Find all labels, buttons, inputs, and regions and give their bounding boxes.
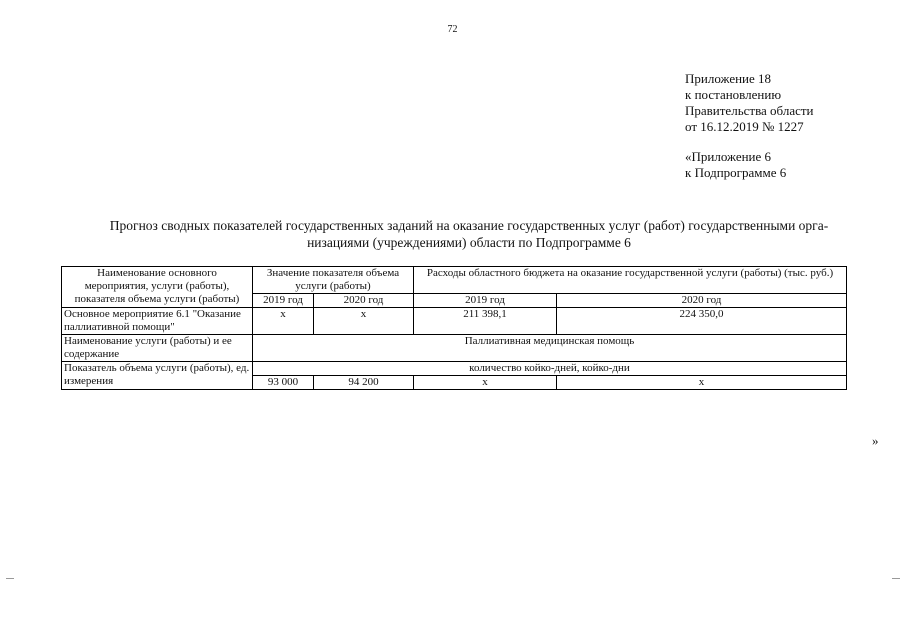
row-label: Наименование услуги (работы) и ее содержание (62, 335, 253, 362)
table-cell: х (557, 376, 847, 390)
appendix-line: «Приложение 6 (685, 149, 772, 164)
appendix-line: к постановлению (685, 87, 782, 102)
document-title (62, 217, 876, 251)
appendix-line: к Подпрограмме 6 (685, 165, 787, 180)
row-label: Основное мероприятие 6.1 "Оказание паллиативной помощи" (62, 308, 253, 335)
appendix-line: от 16.12.2019 № 1227 (685, 119, 804, 134)
appendix-line: Правительства области (685, 103, 814, 118)
table-cell-merged: количество койко-дней, койко-дни (253, 362, 847, 376)
title-line: Прогноз сводных показателей государственных заданий на оказание государственных услуг (работ) государственными орга- (109, 218, 829, 233)
margin-mark (892, 578, 900, 579)
header-year: 2019 год (253, 294, 314, 308)
header-year: 2020 год (314, 294, 414, 308)
table-cell: х (414, 376, 557, 390)
closing-quote: » (872, 433, 879, 448)
header-cell-volume: Значение показателя объема услуги (работы) (253, 267, 414, 294)
appendix-line: Приложение 18 (685, 71, 772, 86)
table-row (62, 362, 847, 376)
table-header-row (62, 267, 847, 294)
indicators-table (61, 266, 847, 390)
table-cell: 94 200 (314, 376, 414, 390)
header-year: 2019 год (414, 294, 557, 308)
header-cell-name: Наименование основного мероприятия, услуги (работы), показателя объема услуги (работы) (62, 267, 253, 308)
table-row (62, 308, 847, 335)
table-cell: 93 000 (253, 376, 314, 390)
table-cell-merged: Паллиативная медицинская помощь (253, 335, 847, 362)
title-line: низациями (учреждениями) области по Подпрограмме 6 (307, 235, 631, 250)
header-year: 2020 год (557, 294, 847, 308)
table-cell: 224 350,0 (557, 308, 847, 335)
appendix-block (685, 71, 814, 181)
table-cell: х (314, 308, 414, 335)
table-cell: х (253, 308, 314, 335)
header-cell-expenses: Расходы областного бюджета на оказание государственной услуги (работы) (тыс. руб.) (414, 267, 847, 294)
table-cell: 211 398,1 (414, 308, 557, 335)
table-row (62, 335, 847, 362)
page-number: 72 (447, 24, 458, 35)
margin-mark (6, 578, 14, 579)
row-label: Показатель объема услуги (работы), ед. измерения (62, 362, 253, 390)
